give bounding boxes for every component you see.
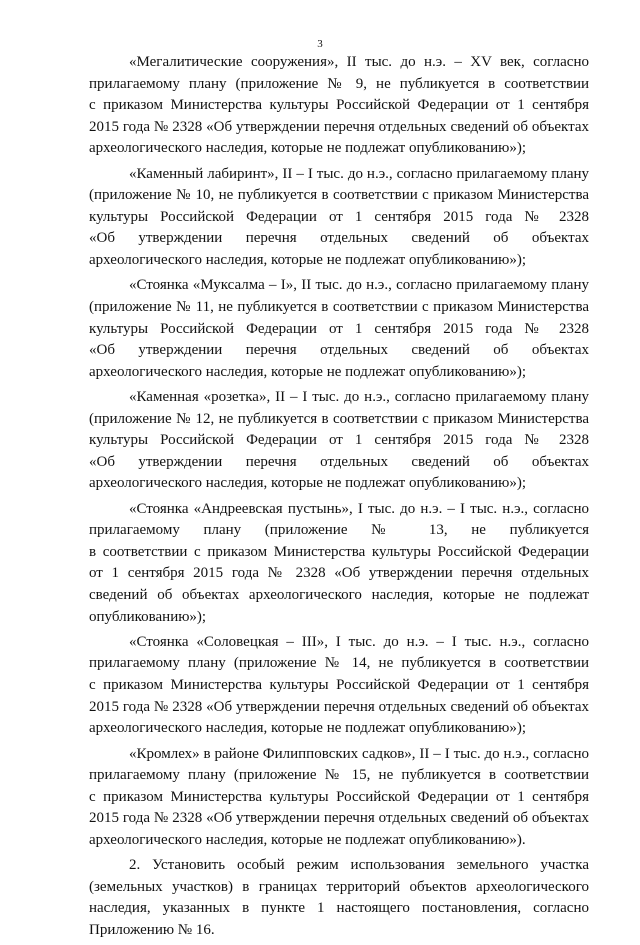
- paragraph: [89, 164, 589, 272]
- text-line: с приказом Министерства культуры Российской Федерации от 1 сентября: [89, 97, 589, 114]
- paragraph: [89, 744, 589, 852]
- paragraph: [89, 387, 589, 495]
- paragraph: [89, 275, 589, 383]
- text-line: прилагаемому плану (приложение № 13, не публикуется: [89, 522, 589, 539]
- text-line: 2015 года № 2328 «Об утверждении перечня отдельных сведений об объектах: [89, 698, 589, 715]
- text-line: в соответствии с приказом Министерства культуры Российской Федерации: [89, 543, 589, 560]
- text-line: «Стоянка «Соловецкая – III», I тыс. до н.э. – I тыс. н.э., согласно: [129, 633, 589, 650]
- text-line: (земельных участков) в границах территорий объектов археологического: [89, 878, 589, 895]
- document-body: [89, 52, 589, 945]
- text-line: «Кромлех» в районе Филипповских садков», II – I тыс. до н.э., согласно: [129, 745, 589, 762]
- text-line: археологического наследия, которые не подлежат опубликованию»);: [89, 720, 527, 737]
- text-line: археологического наследия, которые не подлежат опубликованию»).: [89, 831, 526, 848]
- text-line: прилагаемому плану (приложение № 15, не публикуется в соответствии: [89, 767, 589, 784]
- text-line: с приказом Министерства культуры Российской Федерации от 1 сентября: [89, 677, 589, 694]
- text-line: культуры Российской Федерации от 1 сентября 2015 года № 2328: [89, 208, 589, 225]
- paragraph: [89, 52, 589, 160]
- text-line: наследия, указанных в пункте 1 настоящего постановления, согласно: [89, 900, 589, 917]
- text-line: 2015 года № 2328 «Об утверждении перечня отдельных сведений об объектах: [89, 118, 589, 135]
- paragraph: [89, 632, 589, 740]
- text-line: от 1 сентября 2015 года № 2328 «Об утверждении перечня отдельных: [89, 565, 589, 582]
- text-line: 2015 года № 2328 «Об утверждении перечня отдельных сведений об объектах: [89, 810, 589, 827]
- text-line: Приложению № 16.: [89, 921, 215, 938]
- text-line: 2. Установить особый режим использования земельного участка: [129, 857, 589, 874]
- text-line: прилагаемому плану (приложение № 14, не публикуется в соответствии: [89, 655, 589, 672]
- text-line: археологического наследия, которые не подлежат опубликованию»);: [89, 475, 527, 492]
- paragraph: [89, 499, 589, 629]
- text-line: археологического наследия, которые не подлежат опубликованию»);: [89, 252, 527, 269]
- text-line: (приложение № 12, не публикуется в соответствии с приказом Министерства: [89, 410, 589, 427]
- text-line: «Стоянка «Андреевская пустынь», I тыс. до н.э. – I тыс. н.э., согласно: [129, 500, 589, 517]
- text-line: «Стоянка «Муксалма – I», II тыс. до н.э., согласно прилагаемому плану: [129, 277, 589, 294]
- text-line: прилагаемому плану (приложение № 9, не публикуется в соответствии: [89, 75, 589, 92]
- text-line: археологического наследия, которые не подлежат опубликованию»);: [89, 140, 527, 157]
- text-line: с приказом Министерства культуры Российской Федерации от 1 сентября: [89, 788, 589, 805]
- paragraph: [89, 855, 589, 941]
- text-line: «Каменный лабиринт», II – I тыс. до н.э., согласно прилагаемому плану: [129, 165, 589, 182]
- text-line: культуры Российской Федерации от 1 сентября 2015 года № 2328: [89, 320, 589, 337]
- text-line: «Об утверждении перечня отдельных сведений об объектах: [89, 342, 589, 359]
- page-number: 3: [317, 38, 323, 50]
- text-line: «Об утверждении перечня отдельных сведений об объектах: [89, 453, 589, 470]
- text-line: археологического наследия, которые не подлежат опубликованию»);: [89, 363, 527, 380]
- text-line: (приложение № 10, не публикуется в соответствии с приказом Министерства: [89, 187, 589, 204]
- text-line: культуры Российской Федерации от 1 сентября 2015 года № 2328: [89, 432, 589, 449]
- text-line: (приложение № 11, не публикуется в соответствии с приказом Министерства: [89, 298, 589, 315]
- text-line: «Мегалитические сооружения», II тыс. до н.э. – XV век, согласно: [129, 54, 589, 70]
- text-line: сведений об объектах археологического наследия, которые не подлежат: [89, 587, 589, 603]
- text-line: «Каменная «розетка», II – I тыс. до н.э., согласно прилагаемому плану: [129, 388, 589, 405]
- text-line: опубликованию»);: [89, 608, 207, 625]
- text-line: «Об утверждении перечня отдельных сведений об объектах: [89, 230, 589, 247]
